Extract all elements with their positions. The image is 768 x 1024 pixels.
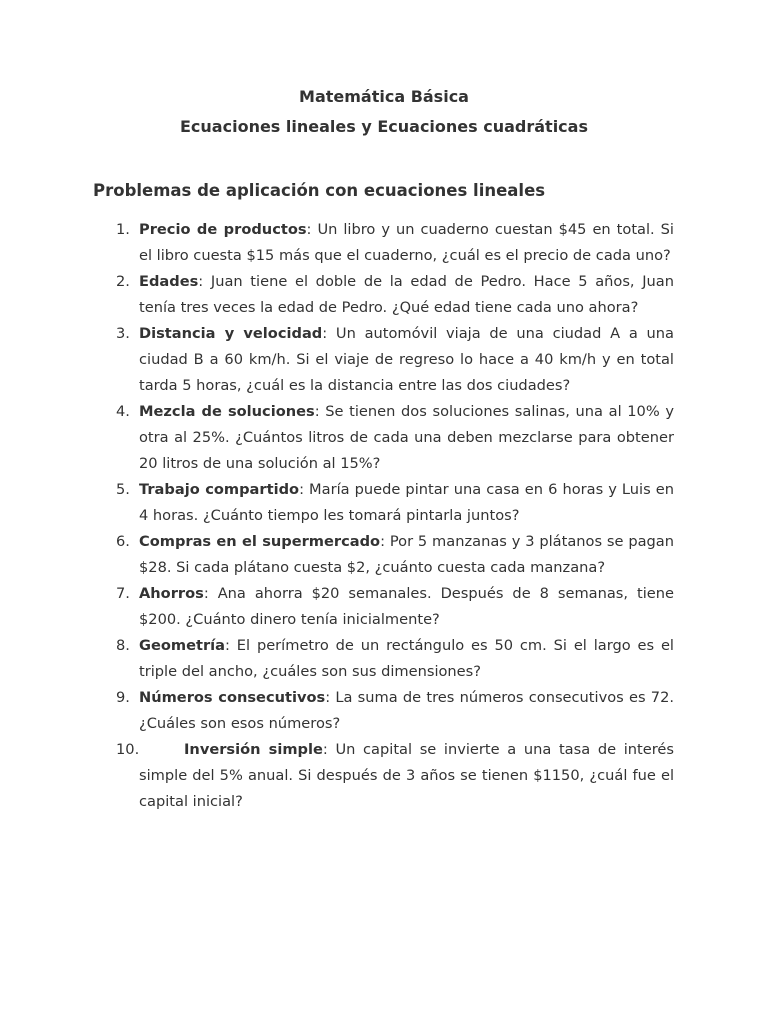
document-title: Matemática Básica [299,87,469,106]
document-subtitle: Ecuaciones lineales y Ecuaciones cuadráticas [180,117,588,136]
problem-number: 1. [116,221,130,238]
problem-item-9 [0,685,674,737]
problem-item-6 [0,529,674,581]
problem-number: 6. [116,533,130,550]
problem-item-5 [0,477,674,529]
problem-item-8 [0,633,674,685]
problem-term: Compras en el supermercado [139,533,381,550]
problem-item-1 [0,217,674,269]
problem-list [0,217,768,815]
problem-text: : Ana ahorra $20 semanales. Después de 8 semanas, tiene $200. ¿Cuánto dinero tenía inicialmente? [139,585,674,628]
problem-text: : El perímetro de un rectángulo es 50 cm. Si el largo es el triple del ancho, ¿cuáles son sus dimensiones? [139,637,674,680]
problem-term: Geometría [139,637,226,654]
problem-text: : María puede pintar una casa en 6 horas y Luis en 4 horas. ¿Cuánto tiempo les tomará pintarla juntos? [139,481,674,524]
problem-term: Precio de productos [139,221,307,238]
problem-number: 9. [116,689,130,706]
problem-number: 7. [116,585,130,602]
problem-text: : Por 5 manzanas y 3 plátanos se pagan $28. Si cada plátano cuesta $2, ¿cuánto cuesta cada manzana? [139,533,675,576]
problem-number: 10. [116,741,140,758]
problem-number: 4. [116,403,130,420]
problem-item-2 [0,269,674,321]
problem-text: : Un automóvil viaja de una ciudad A a una ciudad B a 60 km/h. Si el viaje de regreso lo hace a 40 km/h y en total tarda 5 horas, ¿cuál es la distancia entre las dos ciudades? [139,325,674,394]
problem-number: 5. [116,481,130,498]
problem-text: : Un libro y un cuaderno cuestan $45 en total. Si el libro cuesta $15 más que el cuaderno, ¿cuál es el precio de cada uno? [139,221,674,264]
section-heading: Problemas de aplicación con ecuaciones lineales [93,181,546,200]
problem-term: Números consecutivos [139,689,326,706]
problem-item-7 [0,581,674,633]
problem-term: Distancia y velocidad [139,325,323,342]
problem-item-10 [0,737,674,815]
problem-number: 2. [116,273,130,290]
problem-item-4 [0,399,674,477]
problem-text: : La suma de tres números consecutivos es 72. ¿Cuáles son esos números? [139,689,675,732]
problem-term: Mezcla de soluciones [139,403,315,420]
problem-term: Inversión simple [184,741,323,758]
problem-text: : Juan tiene el doble de la edad de Pedro. Hace 5 años, Juan tenía tres veces la edad de Pedro. ¿Qué edad tiene cada uno ahora? [139,273,674,316]
problem-item-3 [0,321,674,399]
problem-term: Trabajo compartido [139,481,300,498]
problem-term: Edades [139,273,199,290]
problem-number: 3. [116,325,130,342]
problem-text: : Se tienen dos soluciones salinas, una al 10% y otra al 25%. ¿Cuántos litros de cada una deben mezclarse para obtener 20 litros de una solución al 15%? [139,403,674,472]
problem-number: 8. [116,637,130,654]
problem-term: Ahorros [139,585,204,602]
problem-text: : Un capital se invierte a una tasa de interés simple del 5% anual. Si después de 3 años se tienen $1150, ¿cuál fue el capital inicial? [139,741,674,810]
